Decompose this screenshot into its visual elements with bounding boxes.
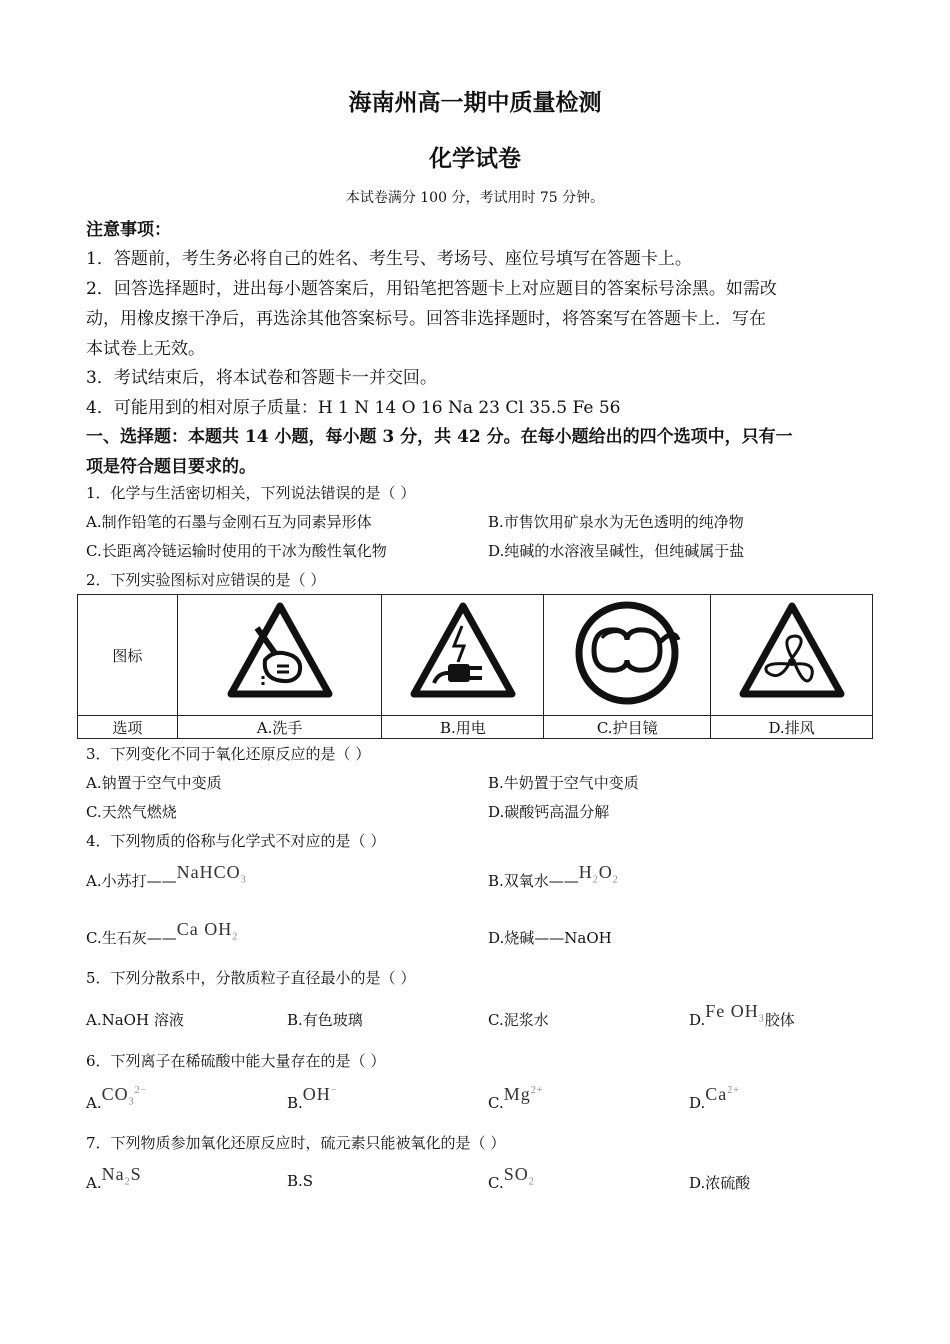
exam-info: 本试卷满分 100 分，考试用时 75 分钟。	[345, 190, 605, 206]
chem-formula: Fe $OH_3$	[705, 1001, 765, 1025]
section-heading: 一、选择题：本题共 14 小题，每小题 3 分，共 42 分。在每小题给出的四个选项中，只有一	[86, 427, 793, 447]
option-a: $A.Na_2S$	[86, 1164, 142, 1192]
note-line: 2．回答选择题时，进出每小题答案后，用铅笔把答题卡上对应题目的答案标号涂黑。如需改	[86, 279, 777, 299]
chem-formula: NaHCO$_3$	[176, 862, 247, 886]
question-stem: 6．下列离子在稀硫酸中能大量存在的是（ ）	[86, 1052, 386, 1070]
section-heading: 项是符合题目要求的。	[86, 457, 256, 477]
chem-formula: $SO_2$	[503, 1164, 535, 1188]
chem-formula: $H_2O_2$	[578, 862, 619, 886]
electricity-icon	[408, 598, 518, 708]
option-b: B.OH−	[287, 1084, 338, 1112]
exam-title: 海南州高一期中质量检测	[348, 89, 602, 116]
note-line: 动，用橡皮擦干净后，再选涂其他答案标号。回答非选择题时，将答案写在答题卡上．写在	[86, 309, 766, 329]
note-line: 本试卷上无效。	[86, 339, 205, 359]
option-b: B.牛奶置于空气中变质	[488, 774, 639, 792]
option-c: C.泥浆水	[488, 1011, 549, 1029]
option-c: C.长距离冷链运输时使用的干冰为酸性氧化物	[86, 542, 387, 560]
question-stem: 5．下列分散系中，分散质粒子直径最小的是（ ）	[86, 969, 416, 987]
question-stem: 2．下列实验图标对应错误的是（ ）	[86, 571, 326, 589]
option-b: B.市售饮用矿泉水为无色透明的纯净物	[488, 513, 744, 531]
chem-formula: Ca $OH_2$	[176, 919, 239, 943]
option-d: D.纯碱的水溶液呈碱性，但纯碱属于盐	[488, 542, 745, 560]
note-line: 1．答题前，考生务必将自己的姓名、考生号、考场号、座位号填写在答题卡上。	[86, 249, 692, 269]
ventilation-icon	[737, 598, 847, 708]
chem-formula: $Ca^{2+}$	[705, 1084, 740, 1104]
option-d: D.碳酸钙高温分解	[488, 803, 610, 821]
option-c: C.天然气燃烧	[86, 803, 177, 821]
option-c: C.生石灰——Ca $OH_2$	[86, 919, 239, 947]
option-a: A.钠置于空气中变质	[86, 774, 222, 792]
question-stem: 3．下列变化不同于氧化还原反应的是（ ）	[86, 745, 371, 763]
note-line: 3．考试结束后，将本试卷和答题卡一并交回。	[86, 368, 437, 388]
option-b: B.有色玻璃	[287, 1011, 363, 1029]
option-a: A.制作铅笔的石墨与金刚石互为同素异形体	[86, 513, 372, 531]
goggles-icon	[572, 598, 682, 708]
row-label: 选项	[78, 716, 178, 739]
icon-table	[77, 594, 873, 739]
option-a: $A.CO_3^{2-}$	[86, 1084, 148, 1112]
subject-title: 化学试卷	[429, 145, 521, 172]
chem-formula: $Na_2S$	[101, 1164, 142, 1188]
option-c: $C.Mg^{2+}$	[488, 1084, 544, 1112]
option-c: C.护目镜	[544, 716, 711, 739]
option-d: D.Fe $OH_3$胶体	[689, 1001, 795, 1029]
option-d: D.烧碱——NaOH	[488, 929, 612, 947]
question-stem: 7．下列物质参加氧化还原反应时，硫元素只能被氧化的是（ ）	[86, 1134, 506, 1152]
row-label: 图标	[78, 595, 178, 716]
option-b: B.用电	[382, 716, 544, 739]
option-b: B.S	[287, 1172, 314, 1190]
question-stem: 4．下列物质的俗称与化学式不对应的是（ ）	[86, 832, 386, 850]
option-a: A.洗手	[177, 716, 382, 739]
question-stem: 1．化学与生活密切相关，下列说法错误的是（ ）	[86, 484, 416, 502]
chem-formula: OH−	[302, 1084, 338, 1104]
option-b: B.双氧水$——H_2O_2$	[488, 862, 619, 890]
option-d: D.浓硫酸	[689, 1174, 751, 1192]
option-c: $C.SO_2$	[488, 1164, 535, 1192]
option-d: D.排风	[711, 716, 873, 739]
option-d: $D.Ca^{2+}$	[689, 1084, 740, 1112]
wash-hands-icon	[225, 598, 335, 708]
note-line: 4．可能用到的相对原子质量：H 1 N 14 O 16 Na 23 Cl 35.5 Fe 56	[86, 398, 621, 418]
option-a: A.NaOH 溶液	[86, 1011, 184, 1029]
chem-formula: $CO_3^{2-}$	[101, 1084, 148, 1108]
chem-formula: $Mg^{2+}$	[503, 1084, 544, 1104]
option-a: A.小苏打——NaHCO$_3$	[86, 862, 247, 890]
notes-heading: 注意事项：	[86, 220, 171, 240]
